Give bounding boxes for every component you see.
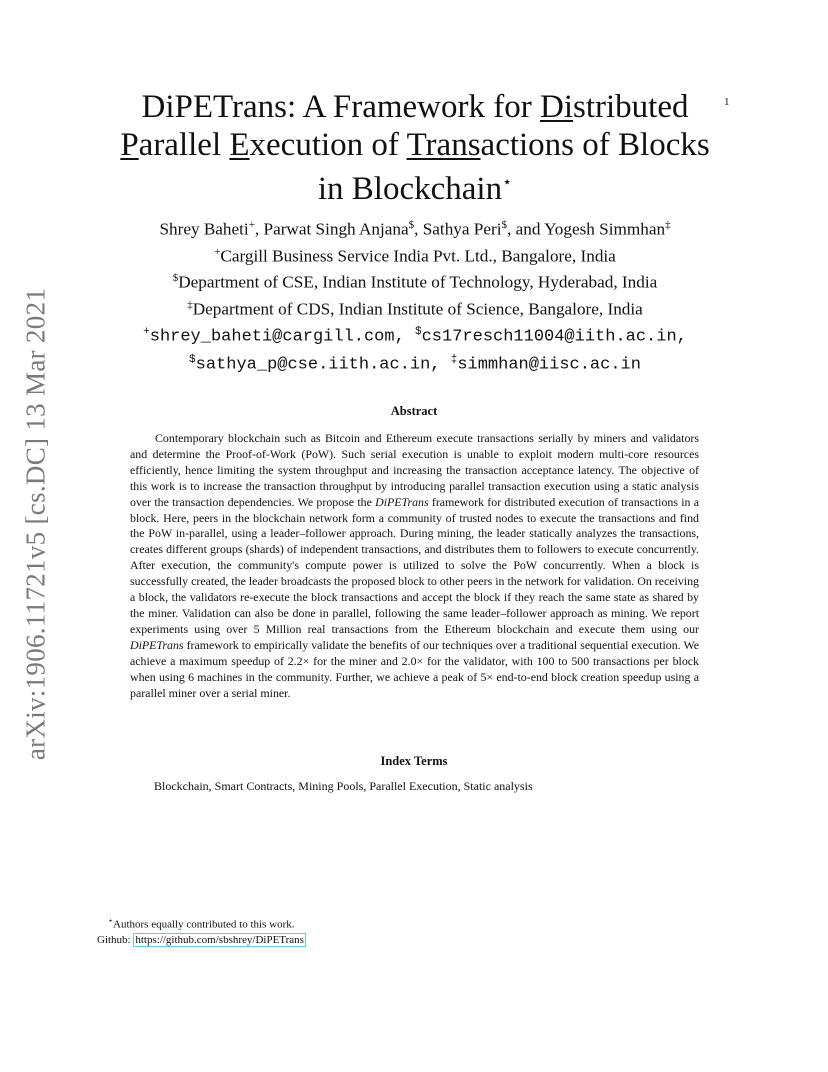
- email: simmhan@iisc.ac.in: [457, 355, 641, 375]
- title-line-1: DiPETrans: A Framework for Distributed: [141, 89, 689, 125]
- index-terms-body: Blockchain, Smart Contracts, Mining Pools, Parallel Execution, Static analysis: [154, 779, 533, 793]
- footnote-github: Github: https://github.com/sbshrey/DiPETrans: [97, 933, 304, 946]
- author-name: Parwat Singh Anjana: [263, 219, 409, 239]
- title-line-3: in Blockchain⋆: [317, 171, 513, 207]
- page-number: 1: [724, 96, 730, 108]
- author-name: Sathya Peri: [422, 219, 502, 239]
- github-link[interactable]: https://github.com/sbshrey/DiPETrans: [135, 933, 304, 946]
- index-terms-heading: Index Terms: [380, 754, 448, 768]
- footnotes: [97, 913, 306, 948]
- email: sathya_p@cse.iith.ac.in,: [195, 355, 441, 375]
- email: shrey_baheti@cargill.com,: [149, 327, 405, 347]
- author-block: [90, 214, 740, 376]
- title-line-2: Parallel Execution of Transactions of Blocks: [120, 127, 710, 163]
- paper-title: [70, 88, 760, 208]
- affiliation: +Cargill Business Service India Pvt. Ltd., Bangalore, India: [214, 245, 616, 266]
- affiliation: ‡Department of CDS, Indian Institute of Science, Bangalore, India: [187, 299, 643, 319]
- affiliation: $Department of CSE, Indian Institute of Technology, Hyderabad, India: [172, 272, 658, 293]
- email: cs17resch11004@iith.ac.in,: [421, 327, 687, 347]
- email-line-1: +shrey_baheti@cargill.com, $cs17resch11004@iith.ac.in,: [143, 325, 687, 347]
- author-name: Shrey Baheti: [159, 219, 249, 239]
- author-list: Shrey Baheti+, Parwat Singh Anjana$, Sathya Peri$, and Yogesh Simmhan‡: [159, 219, 671, 239]
- title-footnote-mark: ⋆: [502, 174, 513, 191]
- abstract-body: Contemporary blockchain such as Bitcoin and Ethereum execute transactions serially by miners and validators and determine the Proof-of-Work (PoW). Such serial execution is unable to exploit modern multi-core resources efficiently, hence limiting the system throughput and increasing the transaction acceptance latency. The objective of this work is to increase the transaction throughput by introducing parallel transaction execution using a static analysis over the transaction dependencies. We propose the DiPETrans framework for distributed execution of transactions in a block. Here, peers in the blockchain network form a community of trusted nodes to execute the transactions and find the PoW in-parallel, using a leader–follower approach. During mining, the leader statically analyzes the transactions, creates different groups (shards) of independent transactions, and distributes them to followers to execute concurrently. After execution, the community's compute power is utilized to solve the PoW concurrently. When a block is successfully created, the leader broadcasts the proposed block to other peers in the network for validation. On receiving a block, the validators re-execute the block transactions and accept the block if they reach the same state as shared by the miner. Validation can also be done in parallel, following the same leader–follower approach as mining. We report experiments using over 5 Million real transactions from the Ethereum blockchain and execute them using our DiPETrans framework to empirically validate the benefits of our techniques over a traditional sequential execution. We achieve a maximum speedup of 2.2× for the miner and 2.0× for the validator, with 100 to 500 transactions per block when using 6 machines in the community. Further, we achieve a peak of 5× end-to-end block creation speedup using a parallel miner over a serial miner.: [130, 431, 699, 700]
- arxiv-identifier: arXiv:1906.11721v5 [cs.DC] 13 Mar 2021: [20, 287, 51, 761]
- email-line-2: $sathya_p@cse.iith.ac.in, ‡simmhan@iisc.ac.in: [189, 353, 641, 375]
- author-name: Yogesh Simmhan: [544, 219, 666, 239]
- footnote-equal-contribution: ⋆Authors equally contributed to this work.: [108, 916, 295, 931]
- abstract-heading: Abstract: [390, 404, 438, 418]
